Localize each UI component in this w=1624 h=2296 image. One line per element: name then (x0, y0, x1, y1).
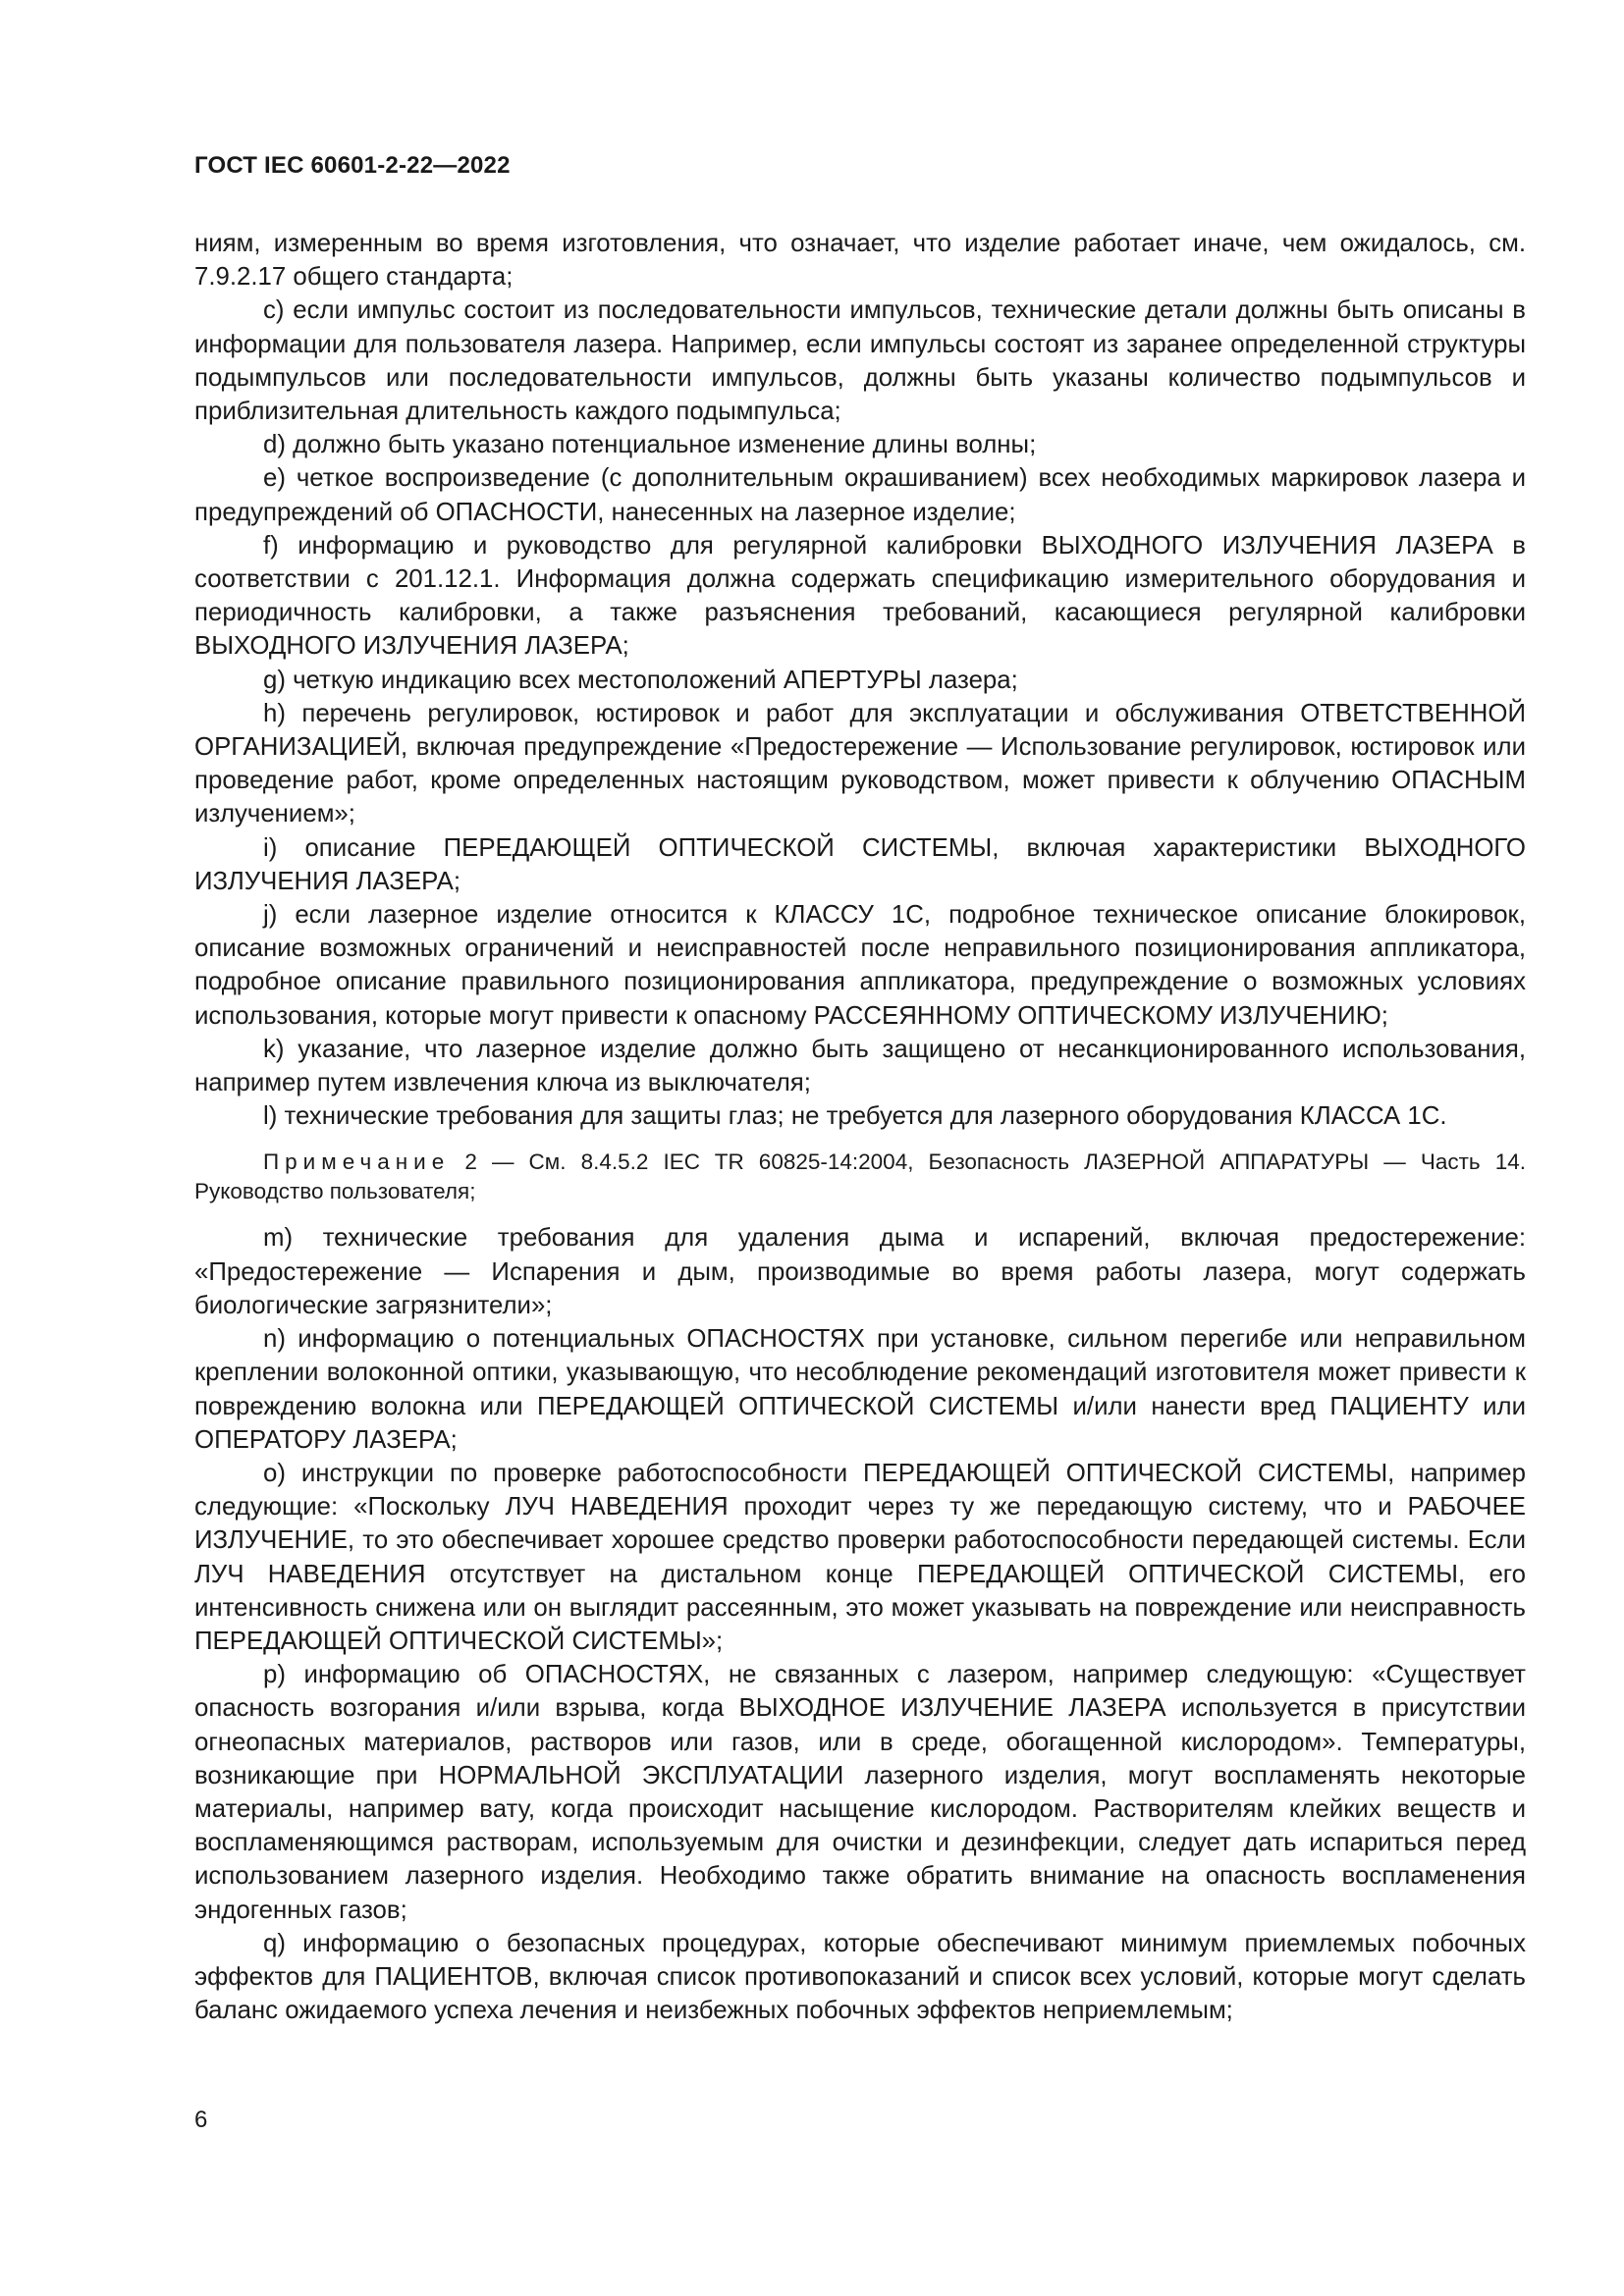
list-item-k: k) указание, что лазерное изделие должно быть защищено от несанкционированного использования, например путем извлечения ключа из выключателя; (194, 1035, 1526, 1097)
list-item-q: q) информацию о безопасных процедурах, которые обеспечивают минимум приемлемых побочных эффектов для ПАЦИЕНТОВ, включая список противопоказаний и список всех условий, которые могут сделать баланс ожидаемого успеха лечения и неизбежных побочных эффектов неприемлемым; (194, 1929, 1526, 2025)
list-item-j: j) если лазерное изделие относится к КЛАССУ 1С, подробное техническое описание блокировок, описание возможных ограничений и неисправностей после неправильного позиционирования аппликатора, подробное описание правильного позиционирования аппликатора, предупреждение о возможных условиях использования, которые могут привести к опасному РАССЕЯННОМУ ОПТИЧЕСКОМУ ИЗЛУЧЕНИЮ; (194, 901, 1526, 1030)
list-item-p: p) информацию об ОПАСНОСТЯХ, не связанных с лазером, например следующую: «Существует опасность возгорания и/или взрыва, когда ВЫХОДНОЕ ИЗЛУЧЕНИЕ ЛАЗЕРА используется в присутствии огнеопасных материалов, растворов или газов, или в среде, обогащенной кислородом». Температуры, возникающие при НОРМАЛЬНОЙ ЭКСПЛУАТАЦИИ лазерного изделия, могут воспламенять некоторые материалы, например вату, когда происходит насыщение кислородом. Растворителям клейких веществ и воспламеняющимся растворам, используемым для очистки и дезинфекции, следует дать испариться перед использованием лазерного изделия. Необходимо также обратить внимание на опасность воспламенения эндогенных газов; (194, 1661, 1526, 1924)
note-text: 2 — См. 8.4.5.2 IEC TR 60825-14:2004, Безопасность ЛАЗЕРНОЙ АППАРАТУРЫ — Часть 14. Руководство пользователя; (194, 1149, 1526, 1204)
list-item-n: n) информацию о потенциальных ОПАСНОСТЯХ при установке, сильном перегибе или неправильном креплении волоконной оптики, указывающую, что несоблюдение рекомендаций изготовителя может привести к повреждению волокна или ПЕРЕДАЮЩЕЙ ОПТИЧЕСКОЙ СИСТЕМЫ и/или нанести вред ПАЦИЕНТУ или ОПЕРАТОРУ ЛАЗЕРА; (194, 1325, 1526, 1454)
list-item-g: g) четкую индикацию всех местоположений АПЕРТУРЫ лазера; (263, 666, 1018, 694)
document-body (194, 227, 1526, 2027)
list-item-i: i) описание ПЕРЕДАЮЩЕЙ ОПТИЧЕСКОЙ СИСТЕМЫ, включая характеристики ВЫХОДНОГО ИЗЛУЧЕНИЯ ЛАЗЕРА; (194, 833, 1526, 895)
list-item-f: f) информацию и руководство для регулярной калибровки ВЫХОДНОГО ИЗЛУЧЕНИЯ ЛАЗЕРА в соответствии с 201.12.1. Информация должна содержать спецификацию измерительного оборудования и периодичность калибровки, а также разъяснения требований, касающиеся регулярной калибровки ВЫХОДНОГО ИЗЛУЧЕНИЯ ЛАЗЕРА; (194, 531, 1526, 661)
list-item-h: h) перечень регулировок, юстировок и работ для эксплуатации и обслуживания ОТВЕТСТВЕННОЙ ОРГАНИЗАЦИЕЙ, включая предупреждение «Предостережение — Использование регулировок, юстировок или проведение работ, кроме определенных настоящим руководством, может привести к облучению ОПАСНЫМ излучением»; (194, 699, 1526, 828)
paragraph-continuation: ниям, измеренным во время изготовления, что означает, что изделие работает иначе, чем ожидалось, см. 7.9.2.17 общего стандарта; (194, 230, 1526, 292)
list-item-o: o) инструкции по проверке работоспособности ПЕРЕДАЮЩЕЙ ОПТИЧЕСКОЙ СИСТЕМЫ, например следующие: «Поскольку ЛУЧ НАВЕДЕНИЯ проходит через ту же передающую систему, что и РАБОЧЕЕ ИЗЛУЧЕНИЕ, то это обеспечивает хорошее средство проверки работоспособности передающей системы. Если ЛУЧ НАВЕДЕНИЯ отсутствует на дистальном конце ПЕРЕДАЮЩЕЙ ОПТИЧЕСКОЙ СИСТЕМЫ, его интенсивность снижена или он выглядит рассеянным, это может указывать на повреждение или неисправность ПЕРЕДАЮЩЕЙ ОПТИЧЕСКОЙ СИСТЕМЫ»; (194, 1459, 1526, 1655)
list-item-e: e) четкое воспроизведение (с дополнительным окрашиванием) всех необходимых маркировок лазера и предупреждений об ОПАСНОСТИ, нанесенных на лазерное изделие; (194, 464, 1526, 526)
note-label: Примечание (263, 1149, 451, 1175)
note (194, 1148, 1526, 1206)
list-item-m: m) технические требования для удаления дыма и испарений, включая предостережение: «Предостережение — Испарения и дым, производимые во время работы лазера, могут содержать биологические загрязнители»; (194, 1224, 1526, 1319)
page-header: ГОСТ IEC 60601-2-22—2022 (194, 152, 511, 179)
list-item-c: c) если импульс состоит из последовательности импульсов, технические детали должны быть описаны в информации для пользователя лазера. Например, если импульсы состоят из заранее определенной структуры подымпульсов или последовательности импульсов, должны быть указаны количество подымпульсов и приблизительная длительность каждого подымпульса; (194, 296, 1526, 426)
list-item-d: d) должно быть указано потенциальное изменение длины волны; (263, 431, 1037, 459)
list-item-l: l) технические требования для защиты глаз; не требуется для лазерного оборудования КЛАССА 1С. (263, 1102, 1447, 1131)
page-number: 6 (194, 2107, 208, 2133)
